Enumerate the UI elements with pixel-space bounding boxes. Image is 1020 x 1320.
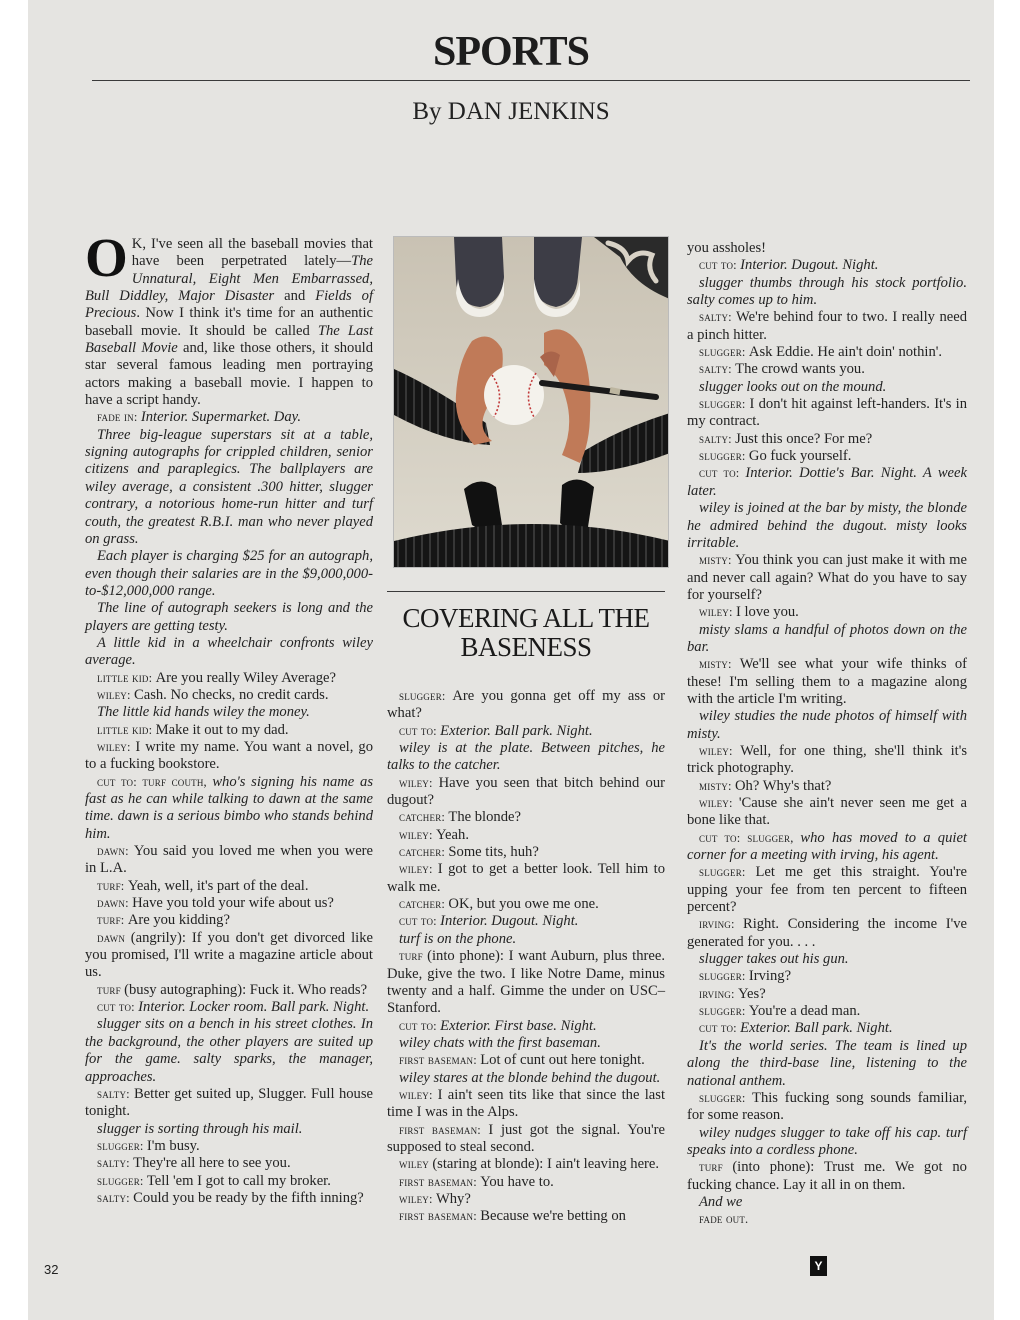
script-paragraph bbox=[387, 1052, 665, 1069]
script-paragraph bbox=[687, 604, 967, 621]
script-paragraph bbox=[687, 448, 967, 465]
autograph-illustration bbox=[394, 237, 669, 568]
section-title: SPORTS bbox=[433, 29, 589, 75]
script-paragraph bbox=[85, 739, 373, 774]
script-paragraph bbox=[85, 704, 373, 721]
speaker-label: cut to: slugger, bbox=[699, 830, 801, 845]
dialogue-text: I don't hit against left-handers. It's in my contract. bbox=[687, 396, 968, 430]
speaker-label: dawn: bbox=[97, 844, 134, 859]
speaker-label: salty: bbox=[97, 1190, 134, 1205]
speaker-label: salty: bbox=[699, 310, 737, 325]
dialogue-text: We're behind four to two. I really need a pinch hitter. bbox=[687, 309, 967, 343]
speaker-label: cut to: bbox=[699, 1021, 741, 1036]
script-paragraph bbox=[687, 552, 967, 604]
speaker-label: slugger: bbox=[699, 865, 756, 880]
page-number: 32 bbox=[44, 1262, 59, 1277]
speaker-label: cut to: bbox=[699, 258, 741, 273]
script-paragraph bbox=[387, 1122, 665, 1157]
script-paragraph bbox=[687, 431, 967, 448]
speaker-label: catcher: bbox=[399, 810, 449, 825]
script-paragraph bbox=[687, 656, 967, 708]
speaker-label: cut to: bbox=[399, 914, 441, 929]
script-paragraph bbox=[85, 1190, 373, 1207]
script-paragraph bbox=[85, 687, 373, 704]
dialogue-text: I got to get a better look. Tell him to walk me. bbox=[387, 861, 665, 895]
speaker-label: wiley: bbox=[399, 827, 436, 842]
speaker-label: cut to: bbox=[97, 1000, 139, 1015]
speaker-label: wiley: bbox=[97, 739, 136, 754]
speaker-label: fade in: bbox=[97, 410, 141, 425]
script-paragraph bbox=[687, 986, 967, 1003]
script-paragraph bbox=[687, 361, 967, 378]
dialogue-text: (staring at blonde): I ain't leaving here. bbox=[432, 1156, 660, 1173]
direction-text: wiley chats with the first baseman. bbox=[399, 1034, 601, 1051]
direction-text: wiley studies the nude photos of himself with misty. bbox=[687, 708, 967, 742]
script-paragraph bbox=[687, 708, 967, 743]
script-paragraph bbox=[687, 1211, 967, 1228]
speaker-label: first baseman: bbox=[399, 1053, 481, 1068]
script-paragraph bbox=[387, 1018, 665, 1035]
speaker-label: wiley: bbox=[399, 1191, 436, 1206]
script-paragraph bbox=[387, 1087, 665, 1122]
script-paragraph bbox=[85, 1086, 373, 1121]
script-paragraph bbox=[387, 1208, 665, 1225]
dialogue-text: (busy autographing): Fuck it. Who reads? bbox=[124, 981, 368, 998]
script-paragraph bbox=[85, 548, 373, 600]
script-paragraph bbox=[387, 948, 665, 1017]
dialogue-text: Go fuck yourself. bbox=[748, 448, 852, 465]
speaker-label: turf bbox=[97, 982, 125, 997]
script-paragraph bbox=[687, 500, 967, 552]
speaker-label: slugger: bbox=[399, 689, 453, 703]
script-paragraph bbox=[687, 795, 967, 830]
speaker-label: little kid: bbox=[97, 670, 156, 685]
speaker-label: wiley bbox=[399, 1157, 433, 1172]
script-paragraph bbox=[687, 778, 967, 795]
speaker-label: first baseman: bbox=[399, 1209, 481, 1224]
dialogue-text: You think you can just make it with me and never call again? What do you have to say for yourself? bbox=[687, 552, 968, 603]
direction-text: It's the world series. The team is lined up along the third-base line, listening to the national anthem. bbox=[687, 1037, 967, 1089]
script-paragraph bbox=[687, 830, 967, 865]
direction-text: Interior. Supermarket. Day. bbox=[140, 409, 301, 426]
dialogue-text: Let me get this straight. You're upping your fee from ten percent to fifteen percent? bbox=[687, 864, 968, 916]
dialogue-text: Ask Eddie. He ain't doin' nothin'. bbox=[748, 344, 943, 361]
dialogue-text: OK, but you owe me one. bbox=[448, 896, 599, 913]
direction-text: slugger looks out on the mound. bbox=[699, 378, 887, 395]
script-paragraph bbox=[687, 968, 967, 985]
script-paragraph bbox=[387, 1070, 665, 1087]
script-paragraph bbox=[85, 427, 373, 548]
speaker-label: misty: bbox=[699, 657, 740, 672]
direction-text: wiley is at the plate. Between pitches, he talks to the catcher. bbox=[387, 740, 665, 774]
speaker-label: catcher: bbox=[399, 897, 449, 912]
script-paragraph bbox=[687, 1020, 967, 1037]
script-paragraph bbox=[387, 740, 665, 775]
direction-text: slugger sits on a bench in his street clothes. In the background, the other players are suited up for the game. salty sparks, the manager, approaches. bbox=[85, 1016, 373, 1085]
script-paragraph bbox=[85, 409, 373, 426]
speaker-label: slugger: bbox=[699, 969, 749, 984]
dialogue-text: The crowd wants you. bbox=[735, 361, 865, 378]
speaker-label: slugger: bbox=[97, 1173, 147, 1188]
script-paragraph bbox=[387, 931, 665, 948]
dialogue-text: Right. Considering the income I've generated for you. . . . bbox=[687, 916, 967, 950]
script-paragraph bbox=[687, 864, 967, 916]
speaker-label: salty: bbox=[699, 362, 736, 377]
speaker-label: misty: bbox=[699, 778, 735, 793]
direction-text: Exterior. Ball park. Night. bbox=[740, 1020, 893, 1037]
column-1-body bbox=[85, 409, 373, 1207]
script-paragraph bbox=[387, 1035, 665, 1052]
speaker-label: cut to: bbox=[399, 723, 441, 738]
subhead-rule bbox=[387, 591, 665, 592]
script-paragraph bbox=[387, 1174, 665, 1191]
dialogue-text: Yeah. bbox=[435, 826, 469, 843]
script-paragraph bbox=[687, 916, 967, 951]
direction-text: And we bbox=[699, 1193, 743, 1210]
script-paragraph bbox=[387, 913, 665, 930]
direction-text: Interior. Dottie's Bar. Night. A week later. bbox=[687, 465, 967, 499]
direction-text: The line of autograph seekers is long and the players are getting testy. bbox=[85, 600, 373, 634]
dialogue-text: The blonde? bbox=[448, 809, 521, 826]
script-paragraph bbox=[387, 844, 665, 861]
baseball-icon bbox=[484, 365, 544, 425]
speaker-label: cut to: bbox=[699, 466, 746, 481]
direction-text: slugger takes out his gun. bbox=[699, 951, 849, 968]
script-paragraph bbox=[687, 622, 967, 657]
dialogue-text: (angrily): If you don't get divorced like you promised, I'll write a magazine article about us. bbox=[85, 929, 373, 981]
speaker-label: wiley: bbox=[699, 605, 736, 620]
dialogue-text: Could you be ready by the fifth inning? bbox=[133, 1189, 364, 1206]
script-paragraph bbox=[687, 1125, 967, 1160]
direction-text: Interior. Dugout. Night. bbox=[440, 913, 579, 930]
dialogue-text: (into phone): I want Auburn, plus three. Duke, give the two. I like Notre Dame, minus twenty and a half. Gimme the under on USC–Stanford. bbox=[387, 948, 665, 1017]
speaker-label: misty: bbox=[699, 553, 736, 568]
dialogue-text: You have to. bbox=[480, 1173, 554, 1190]
script-paragraph bbox=[85, 600, 373, 635]
script-paragraph bbox=[85, 670, 373, 687]
script-paragraph bbox=[687, 344, 967, 361]
end-mark-icon: Y bbox=[810, 1256, 827, 1276]
script-paragraph bbox=[687, 1038, 967, 1090]
script-paragraph bbox=[687, 379, 967, 396]
column-1 bbox=[85, 227, 374, 1207]
speaker-label: slugger: bbox=[699, 1090, 753, 1105]
speaker-label: first baseman: bbox=[399, 1174, 481, 1189]
direction-text: wiley is joined at the bar by misty, the blonde he admired behind the dugout. misty looks irritable. bbox=[687, 500, 967, 551]
script-paragraph bbox=[687, 396, 967, 431]
script-paragraph bbox=[85, 722, 373, 739]
script-paragraph bbox=[85, 878, 373, 895]
dialogue-text: Lot of cunt out here tonight. bbox=[480, 1052, 645, 1069]
direction-text: Three big-league superstars sit at a table, signing autographs for crippled children, senior citizens and paraplegics. The ballplayers are wiley average, a consistent .300 hitter, slugger contrary, a notorious home-run hitter and turf couth, the greatest R.B.I. man who never played on grass. bbox=[85, 426, 373, 547]
speaker-label: salty: bbox=[97, 1156, 134, 1171]
dialogue-text: Yeah, well, it's part of the deal. bbox=[127, 877, 309, 894]
dialogue-text: I love you. bbox=[735, 604, 799, 621]
dialogue-text: Make it out to my dad. bbox=[155, 721, 289, 738]
speaker-label: little kid: bbox=[97, 722, 156, 737]
dialogue-text: I ain't seen tits like that since the last time I was in the Alps. bbox=[387, 1086, 666, 1121]
speaker-label: slugger: bbox=[699, 397, 750, 412]
dialogue-text: Have you told your wife about us? bbox=[132, 895, 334, 912]
direction-text: slugger thumbs through his stock portfolio. salty comes up to him. bbox=[687, 274, 967, 309]
script-paragraph bbox=[687, 1003, 967, 1020]
dialogue-text: Irving? bbox=[748, 968, 792, 985]
column-3 bbox=[687, 240, 967, 1229]
speaker-label: irving: bbox=[699, 986, 738, 1001]
script-paragraph bbox=[85, 912, 373, 929]
dialogue-text: I write my name. You want a novel, go to a fucking bookstore. bbox=[85, 738, 374, 773]
dialogue-text: Tell 'em I got to call my broker. bbox=[146, 1172, 331, 1189]
script-paragraph bbox=[85, 1121, 373, 1138]
script-paragraph bbox=[85, 1155, 373, 1172]
dialogue-text: Yes? bbox=[737, 985, 766, 1002]
speaker-label: fade out. bbox=[699, 1212, 749, 1227]
script-paragraph bbox=[85, 1016, 373, 1085]
dialogue-text: 'Cause she ain't never seen me get a bone like that. bbox=[687, 795, 967, 829]
direction-text: who's signing his name as fast as he can while talking to dawn at the same time. dawn is a serious bimbo who stands behind him. bbox=[85, 773, 373, 842]
dialogue-text: Well, for one thing, she'll think it's trick photography. bbox=[687, 742, 968, 777]
script-paragraph bbox=[687, 1194, 967, 1211]
dialogue-text: You're a dead man. bbox=[748, 1003, 861, 1020]
speaker-label: turf: bbox=[97, 878, 128, 893]
speaker-label: wiley: bbox=[699, 743, 741, 758]
script-paragraph bbox=[85, 774, 373, 843]
script-paragraph bbox=[687, 240, 967, 257]
script-paragraph bbox=[687, 275, 967, 310]
direction-text: A little kid in a wheelchair confronts wiley average. bbox=[85, 634, 373, 669]
dialogue-text: Why? bbox=[435, 1190, 471, 1207]
script-paragraph bbox=[687, 257, 967, 274]
dialogue-text: I just got the signal. You're supposed to steal second. bbox=[387, 1121, 665, 1155]
script-paragraph bbox=[687, 951, 967, 968]
direction-text: Exterior. First base. Night. bbox=[440, 1017, 597, 1034]
script-paragraph bbox=[85, 1138, 373, 1155]
speaker-label: slugger: bbox=[699, 1004, 749, 1019]
dialogue-text: Because we're betting on bbox=[480, 1208, 626, 1225]
script-paragraph bbox=[387, 809, 665, 826]
dialogue-text: We'll see what your wife thinks of these! I'm selling them to a magazine along with the article I'm writing. bbox=[687, 656, 968, 707]
script-paragraph bbox=[687, 1159, 967, 1194]
illustration bbox=[393, 236, 669, 568]
speaker-label: catcher: bbox=[399, 845, 449, 860]
speaker-label: salty: bbox=[699, 431, 736, 446]
article-subhead: COVERING ALL THE BASENESS bbox=[402, 603, 650, 662]
magazine-page bbox=[28, 0, 994, 1320]
dialogue-text: Oh? Why's that? bbox=[735, 777, 832, 794]
direction-text: wiley nudges slugger to take off his cap. turf speaks into a cordless phone. bbox=[687, 1124, 967, 1158]
script-paragraph bbox=[85, 635, 373, 670]
speaker-label: dawn bbox=[97, 930, 131, 945]
script-paragraph bbox=[687, 309, 967, 344]
direction-text: Each player is charging $25 for an autograph, even though their salaries are in the $9,000,000-to-$12,000,000 range. bbox=[85, 548, 373, 599]
speaker-label: dawn: bbox=[97, 896, 133, 911]
script-paragraph bbox=[387, 896, 665, 913]
direction-text: wiley stares at the blonde behind the dugout. bbox=[399, 1069, 661, 1086]
dialogue-text: Some tits, huh? bbox=[448, 844, 539, 861]
direction-text: Interior. Locker room. Ball park. Night. bbox=[138, 999, 370, 1016]
speaker-label: slugger: bbox=[699, 449, 749, 464]
speaker-label: turf bbox=[399, 949, 428, 964]
dialogue-text: Just this once? For me? bbox=[735, 430, 873, 447]
dialogue-text: (into phone): Trust me. We got no fucking chance. Lay it all in on them. bbox=[687, 1159, 967, 1193]
dialogue-text: Are you gonna get off my ass or what? bbox=[387, 688, 665, 722]
speaker-label: first baseman: bbox=[399, 1122, 489, 1137]
speaker-label: cut to: turf couth, bbox=[97, 774, 213, 789]
script-paragraph bbox=[387, 1191, 665, 1208]
byline: By DAN JENKINS bbox=[412, 98, 610, 125]
script-paragraph bbox=[387, 861, 665, 896]
script-paragraph bbox=[387, 688, 665, 723]
dialogue-text: I'm busy. bbox=[146, 1137, 200, 1154]
script-paragraph bbox=[85, 930, 373, 982]
direction-text: turf is on the phone. bbox=[399, 930, 517, 947]
speaker-label: turf: bbox=[97, 913, 128, 928]
script-paragraph bbox=[387, 775, 665, 810]
speaker-label: wiley: bbox=[699, 796, 739, 810]
speaker-label: slugger: bbox=[699, 345, 749, 360]
direction-text: slugger is sorting through his mail. bbox=[97, 1120, 303, 1137]
script-paragraph bbox=[387, 1156, 665, 1173]
direction-text: The little kid hands wiley the money. bbox=[97, 704, 310, 721]
dialogue-text: They're all here to see you. bbox=[133, 1155, 291, 1172]
speaker-label: turf bbox=[699, 1160, 733, 1175]
intro-paragraph: O K, I've seen all the baseball movies that have been perpetrated lately—The Unnatural, Eight Men Embarrassed, Bull Diddley, Major Disaster and Fields of Precious. Now I think it's time for an authentic baseball movie. It should be called The Last Baseball Movie and, like those others, it should star several famous leading men portraying actors making a baseball movie. I happen to have a script handy. bbox=[85, 227, 374, 409]
script-paragraph bbox=[85, 982, 373, 999]
drop-cap: O bbox=[85, 227, 128, 288]
header-rule bbox=[92, 80, 970, 81]
script-paragraph bbox=[85, 843, 373, 878]
dialogue-text: Are you kidding? bbox=[127, 912, 230, 929]
dialogue-text: Better get suited up, Slugger. Full house tonight. bbox=[85, 1085, 374, 1120]
dialogue-text: You said you loved me when you were in L.A. bbox=[85, 843, 374, 877]
script-paragraph bbox=[85, 895, 373, 912]
direction-text: Exterior. Ball park. Night. bbox=[440, 722, 593, 739]
dialogue-text: Are you really Wiley Average? bbox=[155, 669, 337, 686]
script-paragraph bbox=[387, 723, 665, 740]
dialogue-text: Have you seen that bitch behind our dugout? bbox=[387, 774, 665, 809]
script-paragraph bbox=[85, 1173, 373, 1190]
speaker-label: wiley: bbox=[399, 862, 438, 877]
script-paragraph bbox=[85, 999, 373, 1016]
speaker-label: wiley: bbox=[97, 687, 134, 702]
script-paragraph bbox=[687, 1090, 967, 1125]
direction-text: misty slams a handful of photos down on the bar. bbox=[687, 621, 967, 655]
script-paragraph bbox=[687, 743, 967, 778]
speaker-label: wiley: bbox=[399, 775, 439, 790]
speaker-label: irving: bbox=[699, 917, 743, 932]
speaker-label: cut to: bbox=[399, 1018, 441, 1033]
dialogue-text: you assholes! bbox=[687, 240, 767, 256]
dialogue-text: Cash. No checks, no credit cards. bbox=[133, 686, 329, 703]
script-paragraph bbox=[687, 465, 967, 500]
speaker-label: wiley: bbox=[399, 1087, 438, 1102]
direction-text: Interior. Dugout. Night. bbox=[740, 257, 879, 274]
dialogue-text: This fucking song sounds familiar, for some reason. bbox=[687, 1089, 967, 1124]
speaker-label: salty: bbox=[97, 1086, 134, 1101]
column-2 bbox=[387, 688, 665, 1226]
script-paragraph bbox=[387, 827, 665, 844]
speaker-label: slugger: bbox=[97, 1138, 147, 1153]
direction-text: who has moved to a quiet corner for a meeting with irving, his agent. bbox=[687, 829, 967, 864]
